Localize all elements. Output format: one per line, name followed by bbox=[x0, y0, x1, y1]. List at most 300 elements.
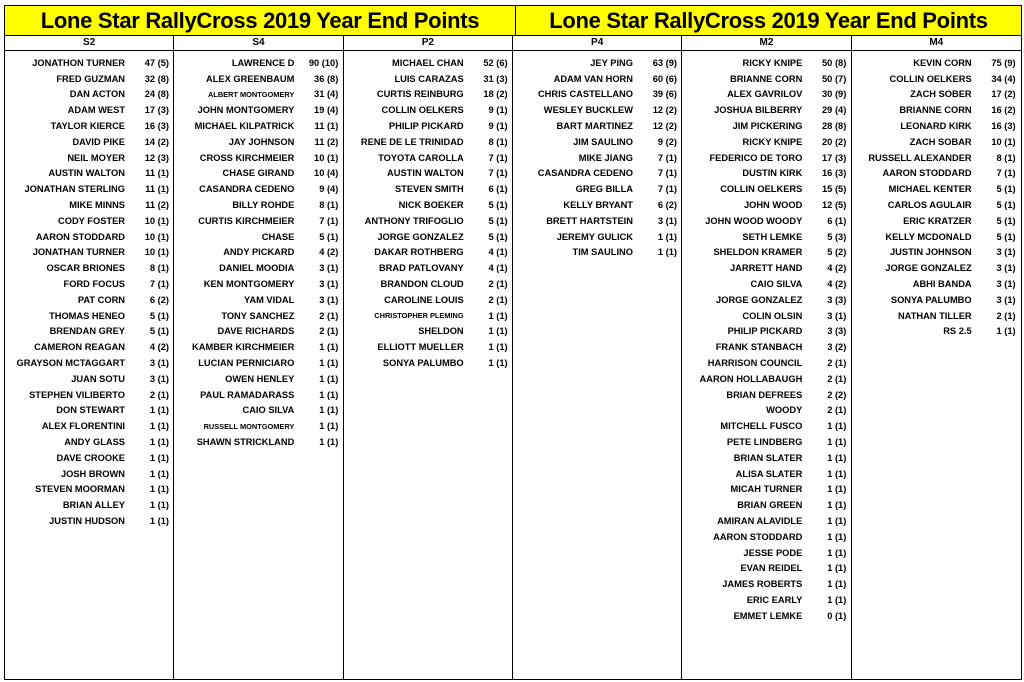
driver-points: 18 (2) bbox=[483, 89, 508, 100]
driver-name: MICAH TURNER bbox=[730, 484, 803, 495]
driver-name: COLIN OLSIN bbox=[742, 310, 803, 321]
driver-name: ANDY PICKARD bbox=[223, 247, 295, 258]
driver-points: 5 (1) bbox=[488, 231, 508, 242]
driver-points: 1 (1) bbox=[149, 484, 169, 495]
driver-name: WOODY bbox=[766, 405, 803, 416]
driver-name: DANIEL MOODIA bbox=[219, 263, 295, 274]
driver-points: 31 (4) bbox=[314, 89, 339, 100]
standings-row bbox=[5, 466, 173, 482]
standings-row bbox=[513, 213, 681, 229]
standings-row bbox=[174, 134, 342, 150]
driver-points: 3 (1) bbox=[827, 310, 847, 321]
driver-name: ADAM WEST bbox=[67, 105, 125, 116]
standings-row bbox=[5, 339, 173, 355]
driver-name: CHASE GIRAND bbox=[222, 168, 295, 179]
standings-row bbox=[682, 339, 850, 355]
standings-row bbox=[344, 339, 512, 355]
driver-points: 3 (1) bbox=[996, 279, 1016, 290]
standings-row bbox=[174, 355, 342, 371]
standings-row bbox=[513, 245, 681, 261]
driver-points: 2 (1) bbox=[488, 294, 508, 305]
standings-row bbox=[344, 181, 512, 197]
driver-name: CROSS KIRCHMEIER bbox=[199, 152, 295, 163]
standings-row bbox=[344, 150, 512, 166]
driver-name: BRIAN ALLEY bbox=[62, 500, 125, 511]
driver-points: 1 (1) bbox=[827, 547, 847, 558]
standings-row bbox=[174, 181, 342, 197]
driver-points: 1 (1) bbox=[149, 468, 169, 479]
standings-row bbox=[344, 213, 512, 229]
driver-points: 1 (1) bbox=[488, 358, 508, 369]
standings-row bbox=[682, 134, 850, 150]
standings-row bbox=[174, 339, 342, 355]
driver-name: JIM PICKERING bbox=[732, 121, 803, 132]
driver-points: 1 (1) bbox=[827, 468, 847, 479]
standings-row bbox=[682, 229, 850, 245]
driver-name: JOHN MONTGOMERY bbox=[197, 105, 295, 116]
standings-row bbox=[344, 87, 512, 103]
driver-name: CAMERON REAGAN bbox=[34, 342, 125, 353]
driver-name: BRIAN SLATER bbox=[733, 452, 803, 463]
standings-row bbox=[682, 482, 850, 498]
driver-points: 32 (8) bbox=[144, 73, 169, 84]
standings-row bbox=[513, 150, 681, 166]
driver-name: LUCIAN PERNICIARO bbox=[198, 358, 295, 369]
driver-name: ALEX FLORENTINI bbox=[41, 421, 125, 432]
standings-row bbox=[174, 371, 342, 387]
driver-points: 1 (1) bbox=[827, 594, 847, 605]
standings-row bbox=[852, 308, 1021, 324]
standings-row bbox=[5, 71, 173, 87]
standings-row bbox=[682, 403, 850, 419]
driver-points: 16 (3) bbox=[991, 121, 1016, 132]
standings-row bbox=[682, 55, 850, 71]
driver-name: STEVEN SMITH bbox=[394, 184, 464, 195]
driver-name: GREG BILLA bbox=[575, 184, 633, 195]
standings-row bbox=[513, 134, 681, 150]
standings-row bbox=[344, 118, 512, 134]
driver-name: ZACH SOBAR bbox=[909, 136, 972, 147]
driver-name: JOHN WOOD WOODY bbox=[705, 215, 803, 226]
standings-row bbox=[852, 55, 1021, 71]
standings-row bbox=[174, 87, 342, 103]
class-header: S2 bbox=[5, 36, 173, 51]
driver-name: FRED GUZMAN bbox=[56, 73, 125, 84]
driver-points: 5 (1) bbox=[488, 200, 508, 211]
driver-points: 15 (5) bbox=[822, 184, 847, 195]
driver-points: 1 (1) bbox=[319, 373, 339, 384]
driver-name: CHRISTOPHER PLEMING bbox=[374, 311, 464, 321]
driver-name: SONYA PALUMBO bbox=[890, 294, 972, 305]
standings-row bbox=[5, 497, 173, 513]
standings-row bbox=[5, 55, 173, 71]
standings-row bbox=[5, 292, 173, 308]
standings-row bbox=[682, 245, 850, 261]
standings-row bbox=[852, 102, 1021, 118]
standings-row bbox=[852, 229, 1021, 245]
standings-row bbox=[5, 197, 173, 213]
standings-row bbox=[682, 260, 850, 276]
driver-name: JUAN SOTU bbox=[71, 373, 125, 384]
driver-points: 5 (1) bbox=[996, 215, 1016, 226]
driver-points: 7 (1) bbox=[319, 215, 339, 226]
driver-name: MICHAEL KENTER bbox=[888, 184, 972, 195]
driver-name: NEIL MOYER bbox=[67, 152, 125, 163]
standings-row bbox=[682, 418, 850, 434]
driver-points: 9 (4) bbox=[319, 184, 339, 195]
driver-name: BRENDAN GREY bbox=[49, 326, 125, 337]
standings-row bbox=[344, 324, 512, 340]
class-header: M2 bbox=[682, 36, 850, 51]
driver-points: 7 (1) bbox=[996, 168, 1016, 179]
driver-points: 2 (1) bbox=[827, 373, 847, 384]
driver-points: 12 (2) bbox=[652, 121, 677, 132]
driver-points: 5 (1) bbox=[319, 231, 339, 242]
driver-points: 4 (2) bbox=[827, 263, 847, 274]
driver-points: 4 (1) bbox=[488, 247, 508, 258]
standings-list bbox=[5, 51, 173, 529]
standings-row bbox=[682, 118, 850, 134]
driver-name: WESLEY BUCKLEW bbox=[543, 105, 633, 116]
driver-points: 12 (5) bbox=[822, 200, 847, 211]
standings-row bbox=[513, 71, 681, 87]
driver-points: 1 (1) bbox=[149, 500, 169, 511]
driver-name: JORGE GONZALEZ bbox=[377, 231, 464, 242]
driver-points: 1 (1) bbox=[827, 437, 847, 448]
driver-name: THOMAS HENEO bbox=[49, 310, 125, 321]
driver-name: BRIAN GREEN bbox=[737, 500, 803, 511]
standings-row bbox=[5, 118, 173, 134]
driver-name: JOHN WOOD bbox=[743, 200, 803, 211]
sheet-title-right: Lone Star RallyCross 2019 Year End Points bbox=[515, 5, 1022, 36]
driver-name: AMIRAN ALAVIDLE bbox=[717, 516, 803, 526]
standings-row bbox=[174, 276, 342, 292]
driver-points: 1 (1) bbox=[657, 231, 677, 242]
standings-row bbox=[344, 292, 512, 308]
driver-name: JESSE PODE bbox=[743, 547, 803, 558]
class-column-p4 bbox=[513, 36, 682, 679]
driver-points: 0 (1) bbox=[827, 610, 847, 621]
standings-row bbox=[852, 213, 1021, 229]
driver-points: 34 (4) bbox=[991, 73, 1016, 84]
class-header: P4 bbox=[513, 36, 681, 51]
driver-name: KEVIN CORN bbox=[913, 57, 972, 68]
driver-name: SHELDON bbox=[418, 326, 464, 337]
driver-points: 6 (1) bbox=[488, 184, 508, 195]
driver-name: DAVE CROOKE bbox=[56, 452, 125, 463]
driver-name: MIKE JIANG bbox=[578, 152, 633, 163]
standings-row bbox=[344, 55, 512, 71]
driver-name: JORGE GONZALEZ bbox=[716, 294, 803, 305]
driver-points: 1 (1) bbox=[827, 563, 847, 574]
class-column-s2 bbox=[5, 36, 174, 679]
standings-row bbox=[5, 150, 173, 166]
standings-row bbox=[513, 166, 681, 182]
standings-row bbox=[682, 371, 850, 387]
driver-name: RS 2.5 bbox=[943, 326, 972, 337]
driver-name: JEREMY GULICK bbox=[556, 231, 633, 242]
driver-points: 6 (2) bbox=[657, 200, 677, 211]
driver-name: COLLIN OELKERS bbox=[720, 184, 803, 195]
standings-row bbox=[5, 371, 173, 387]
class-header: S4 bbox=[174, 36, 342, 51]
driver-name: JAMES ROBERTS bbox=[722, 579, 803, 590]
standings-row bbox=[5, 276, 173, 292]
standings-row bbox=[682, 466, 850, 482]
driver-points: 60 (6) bbox=[652, 73, 677, 84]
driver-points: 5 (2) bbox=[827, 247, 847, 258]
standings-row bbox=[5, 134, 173, 150]
driver-points: 1 (1) bbox=[488, 326, 508, 337]
standings-row bbox=[682, 355, 850, 371]
driver-name: CASANDRA CEDENO bbox=[537, 168, 633, 179]
standings-row bbox=[682, 608, 850, 624]
driver-points: 10 (1) bbox=[144, 215, 169, 226]
driver-name: OWEN HENLEY bbox=[225, 373, 295, 384]
driver-points: 1 (1) bbox=[319, 389, 339, 400]
driver-points: 1 (1) bbox=[149, 421, 169, 432]
standings-row bbox=[174, 292, 342, 308]
driver-name: BILLY ROHDE bbox=[232, 200, 295, 211]
driver-name: SONYA PALUMBO bbox=[382, 358, 464, 369]
standings-row bbox=[174, 387, 342, 403]
standings-row bbox=[5, 87, 173, 103]
standings-list bbox=[344, 51, 512, 371]
driver-points: 1 (1) bbox=[827, 421, 847, 432]
standings-row bbox=[852, 181, 1021, 197]
driver-points: 17 (2) bbox=[991, 89, 1016, 100]
driver-name: BRETT HARTSTEIN bbox=[546, 215, 633, 226]
standings-row bbox=[5, 482, 173, 498]
driver-name: AUSTIN WALTON bbox=[387, 168, 464, 179]
standings-row bbox=[682, 387, 850, 403]
standings-row bbox=[682, 434, 850, 450]
driver-points: 7 (1) bbox=[657, 184, 677, 195]
standings-row bbox=[682, 166, 850, 182]
driver-points: 31 (3) bbox=[483, 73, 508, 84]
driver-name: KELLY BRYANT bbox=[563, 200, 633, 211]
driver-points: 90 (10) bbox=[308, 57, 339, 68]
driver-name: AARON STODDARD bbox=[35, 231, 125, 242]
driver-points: 8 (1) bbox=[149, 263, 169, 274]
driver-name: RICKY KNIPE bbox=[742, 136, 803, 147]
driver-name: KEN MONTGOMERY bbox=[203, 279, 295, 290]
driver-points: 1 (1) bbox=[319, 437, 339, 448]
standings-row bbox=[344, 71, 512, 87]
driver-name: PHILIP PICKARD bbox=[727, 326, 803, 337]
standings-row bbox=[344, 260, 512, 276]
standings-row bbox=[852, 292, 1021, 308]
standings-row bbox=[852, 166, 1021, 182]
driver-name: SHELDON KRAMER bbox=[713, 247, 803, 258]
driver-points: 8 (1) bbox=[996, 152, 1016, 163]
driver-name: SETH LEMKE bbox=[742, 231, 803, 242]
driver-name: JONATHON TURNER bbox=[32, 57, 125, 68]
standings-row bbox=[5, 213, 173, 229]
driver-name: ELLIOTT MUELLER bbox=[377, 342, 464, 353]
driver-name: FORD FOCUS bbox=[63, 279, 125, 290]
driver-points: 1 (1) bbox=[827, 500, 847, 511]
driver-name: JOSH BROWN bbox=[60, 468, 125, 479]
driver-points: 6 (1) bbox=[827, 215, 847, 226]
driver-points: 17 (3) bbox=[822, 152, 847, 163]
driver-points: 3 (1) bbox=[996, 294, 1016, 305]
standings-row bbox=[682, 181, 850, 197]
driver-points: 19 (4) bbox=[314, 105, 339, 116]
driver-name: CAIO SILVA bbox=[242, 405, 295, 416]
driver-name: ERIC EARLY bbox=[746, 594, 803, 605]
driver-points: 2 (1) bbox=[319, 326, 339, 337]
driver-name: JUSTIN JOHNSON bbox=[890, 247, 972, 258]
driver-name: JOSHUA BILBERRY bbox=[714, 105, 803, 116]
standings-row bbox=[174, 245, 342, 261]
driver-name: ALEX GAVRILOV bbox=[727, 89, 803, 100]
driver-points: 1 (1) bbox=[827, 452, 847, 463]
driver-points: 1 (1) bbox=[149, 405, 169, 416]
driver-name: RENE DE LE TRINIDAD bbox=[360, 136, 464, 147]
driver-name: JONATHAN STERLING bbox=[24, 184, 125, 195]
standings-row bbox=[682, 324, 850, 340]
driver-name: ALISA SLATER bbox=[735, 468, 803, 479]
driver-points: 36 (8) bbox=[314, 73, 339, 84]
standings-row bbox=[513, 197, 681, 213]
driver-name: CURTIS REINBURG bbox=[376, 89, 464, 100]
standings-row bbox=[5, 308, 173, 324]
driver-name: JARRETT HAND bbox=[730, 263, 803, 274]
driver-name: TIM SAULINO bbox=[572, 247, 633, 258]
driver-points: 1 (1) bbox=[657, 247, 677, 258]
driver-points: 75 (9) bbox=[991, 57, 1016, 68]
driver-points: 1 (1) bbox=[319, 405, 339, 416]
driver-name: ZACH SOBER bbox=[910, 89, 972, 100]
driver-points: 8 (1) bbox=[488, 136, 508, 147]
standings-list bbox=[513, 51, 681, 260]
driver-points: 1 (1) bbox=[488, 342, 508, 353]
standings-row bbox=[344, 166, 512, 182]
standings-row bbox=[682, 197, 850, 213]
driver-name: LEONARD KIRK bbox=[900, 121, 972, 132]
driver-name: NATHAN TILLER bbox=[897, 310, 972, 321]
standings-row bbox=[174, 308, 342, 324]
standings-row bbox=[174, 166, 342, 182]
driver-points: 9 (1) bbox=[488, 121, 508, 132]
driver-name: BRIANNE CORN bbox=[899, 105, 972, 116]
standings-row bbox=[513, 102, 681, 118]
standings-row bbox=[5, 387, 173, 403]
standings-row bbox=[852, 197, 1021, 213]
class-column-p2 bbox=[344, 36, 513, 679]
driver-points: 5 (1) bbox=[149, 326, 169, 337]
driver-name: KELLY MCDONALD bbox=[885, 231, 972, 242]
driver-name: TONY SANCHEZ bbox=[221, 310, 295, 321]
standings-row bbox=[5, 513, 173, 529]
standings-row bbox=[852, 134, 1021, 150]
driver-name: YAM VIDAL bbox=[244, 294, 295, 305]
driver-name: PHILIP PICKARD bbox=[388, 121, 464, 132]
standings-row bbox=[682, 545, 850, 561]
standings-row bbox=[513, 118, 681, 134]
driver-points: 29 (4) bbox=[822, 105, 847, 116]
driver-points: 3 (1) bbox=[996, 247, 1016, 258]
driver-points: 11 (1) bbox=[145, 184, 169, 195]
driver-points: 3 (1) bbox=[319, 263, 339, 274]
standings-row bbox=[682, 213, 850, 229]
class-columns bbox=[4, 36, 1022, 680]
driver-name: OSCAR BRIONES bbox=[46, 263, 125, 274]
driver-points: 3 (1) bbox=[319, 294, 339, 305]
driver-name: RUSSELL ALEXANDER bbox=[868, 152, 972, 163]
standings-row bbox=[5, 403, 173, 419]
standings-row bbox=[174, 418, 342, 434]
driver-points: 16 (3) bbox=[822, 168, 847, 179]
driver-name: ANTHONY TRIFOGLIO bbox=[364, 215, 464, 226]
standings-row bbox=[5, 324, 173, 340]
driver-name: JAY JOHNSON bbox=[228, 136, 295, 147]
driver-name: ANDY GLASS bbox=[64, 437, 125, 448]
driver-name: DAN ACTON bbox=[69, 89, 125, 100]
standings-row bbox=[174, 260, 342, 276]
driver-name: CURTIS KIRCHMEIER bbox=[198, 215, 295, 226]
driver-points: 10 (4) bbox=[314, 168, 339, 179]
class-header: M4 bbox=[852, 36, 1021, 51]
standings-row bbox=[852, 71, 1021, 87]
driver-points: 5 (1) bbox=[488, 215, 508, 226]
standings-row bbox=[852, 276, 1021, 292]
driver-points: 52 (6) bbox=[483, 57, 508, 68]
driver-points: 7 (1) bbox=[149, 279, 169, 290]
driver-name: CAIO SILVA bbox=[750, 279, 803, 290]
driver-points: 2 (1) bbox=[319, 310, 339, 321]
driver-points: 50 (7) bbox=[822, 73, 847, 84]
driver-name: LUIS CARAZAS bbox=[394, 73, 464, 84]
driver-name: DUSTIN KIRK bbox=[742, 168, 803, 179]
driver-points: 3 (1) bbox=[996, 263, 1016, 274]
driver-name: PETE LINDBERG bbox=[726, 437, 803, 448]
driver-name: ABHI BANDA bbox=[912, 279, 972, 290]
standings-row bbox=[682, 71, 850, 87]
standings-row bbox=[5, 229, 173, 245]
driver-points: 14 (2) bbox=[144, 136, 169, 147]
standings-row bbox=[344, 134, 512, 150]
driver-points: 1 (1) bbox=[827, 579, 847, 590]
driver-name: JIM SAULINO bbox=[573, 136, 633, 147]
driver-points: 50 (8) bbox=[822, 57, 847, 68]
driver-points: 4 (2) bbox=[319, 247, 339, 258]
driver-points: 17 (3) bbox=[144, 105, 169, 116]
driver-name: DAVID PIKE bbox=[72, 136, 125, 147]
driver-points: 11 (1) bbox=[145, 168, 169, 179]
driver-points: 9 (1) bbox=[488, 105, 508, 116]
driver-points: 11 (2) bbox=[314, 136, 339, 147]
driver-points: 1 (1) bbox=[996, 326, 1016, 337]
driver-name: MICHAEL CHAN bbox=[392, 57, 464, 68]
driver-name: TOYOTA CAROLLA bbox=[378, 152, 464, 163]
standings-row bbox=[5, 166, 173, 182]
driver-name: MITCHELL FUSCO bbox=[720, 421, 803, 432]
driver-name: BRIANNE CORN bbox=[730, 73, 803, 84]
driver-points: 11 (2) bbox=[145, 200, 169, 211]
driver-points: 2 (1) bbox=[149, 389, 169, 400]
driver-points: 10 (1) bbox=[314, 152, 339, 163]
driver-points: 6 (2) bbox=[149, 294, 169, 305]
standings-row bbox=[174, 55, 342, 71]
driver-points: 1 (1) bbox=[827, 516, 847, 526]
standings-row bbox=[682, 87, 850, 103]
driver-points: 16 (2) bbox=[991, 105, 1016, 116]
driver-name: RUSSELL MONTGOMERY bbox=[203, 421, 295, 431]
driver-points: 39 (6) bbox=[652, 89, 677, 100]
driver-name: EVAN REIDEL bbox=[740, 563, 803, 574]
